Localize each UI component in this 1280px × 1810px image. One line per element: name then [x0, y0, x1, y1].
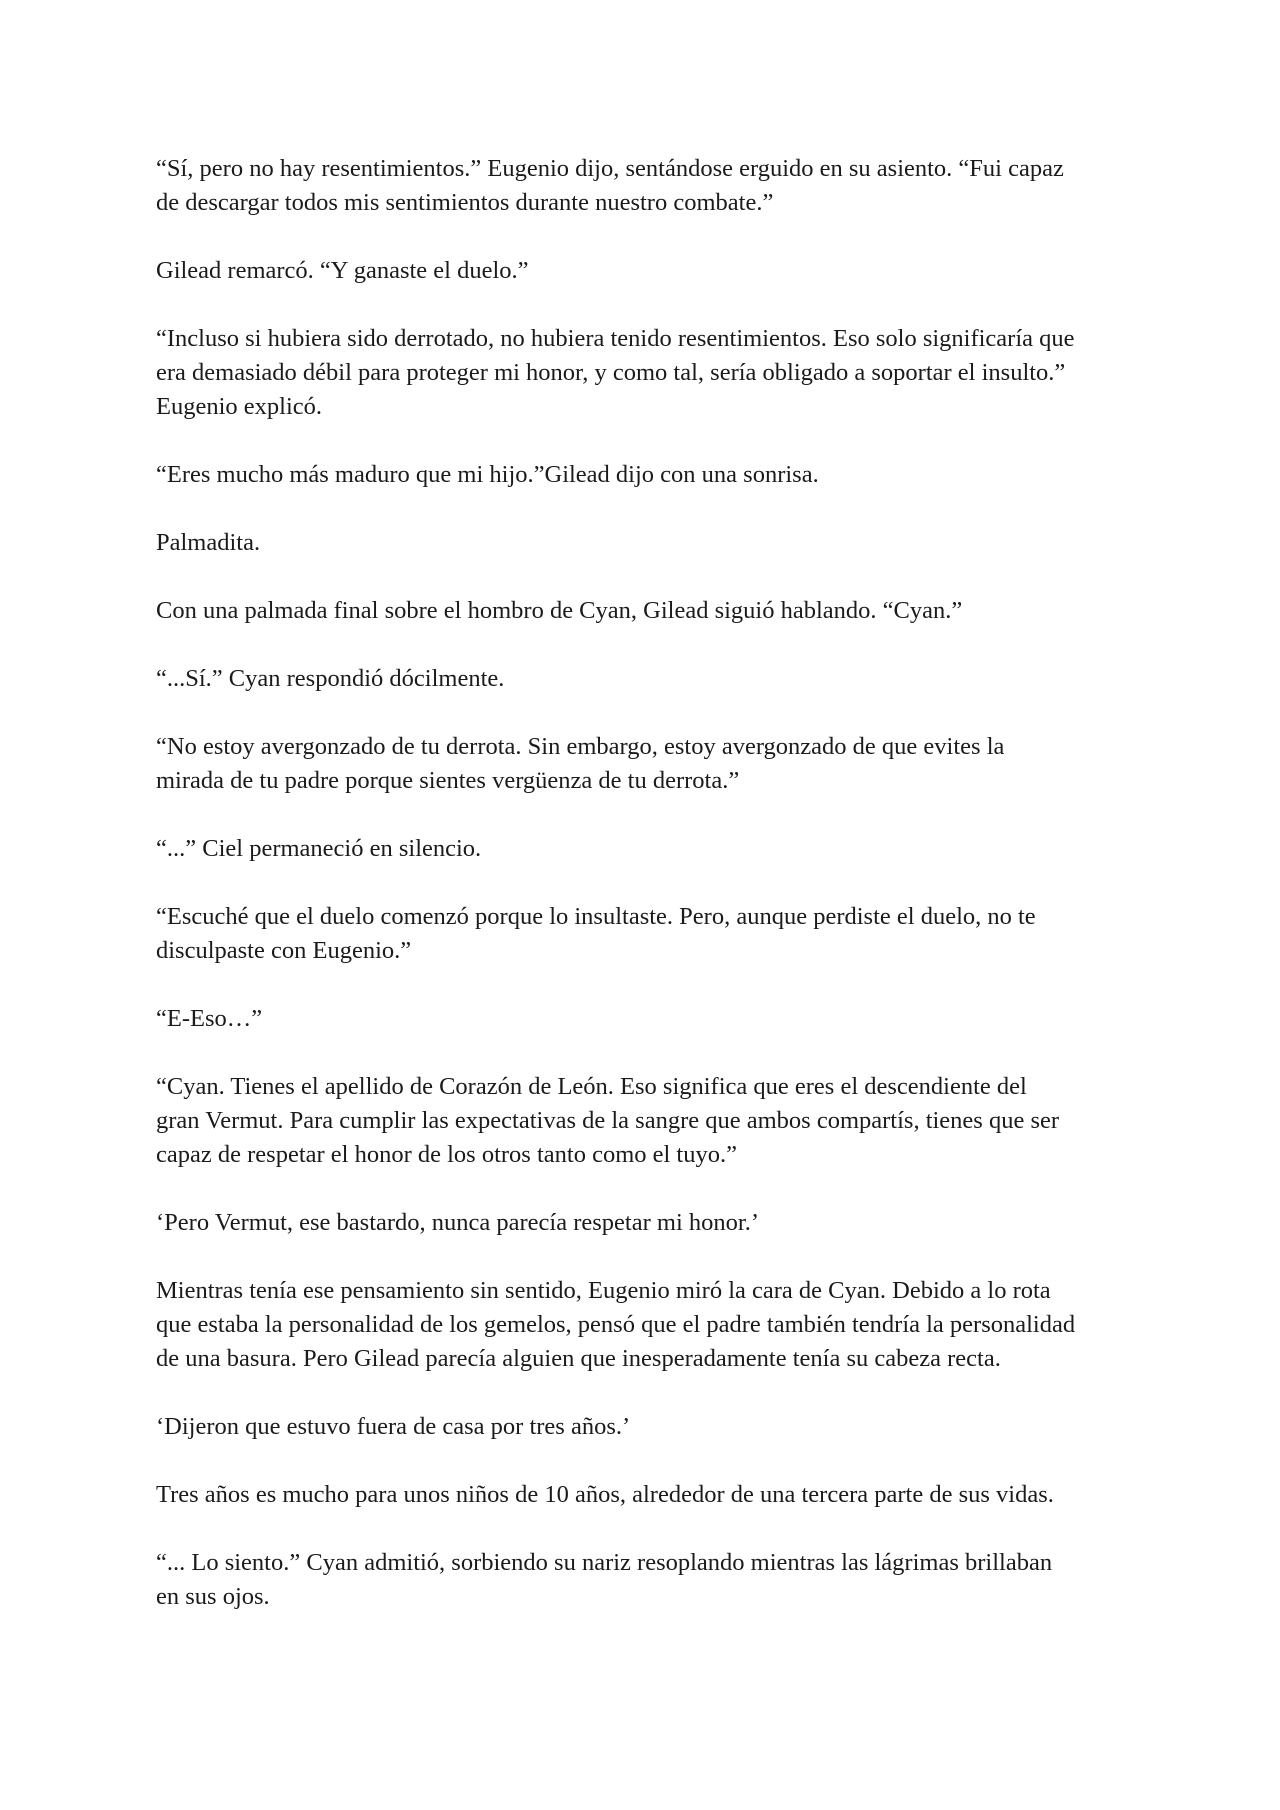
paragraph: “Eres mucho más maduro que mi hijo.”Gilead dijo con una sonrisa.	[156, 461, 819, 488]
paragraph: Tres años es mucho para unos niños de 10 años, alrededor de una tercera parte de sus vidas.	[156, 1481, 1054, 1508]
paragraph: Palmadita.	[156, 529, 261, 556]
paragraph: “... Lo siento.” Cyan admitió, sorbiendo su nariz resoplando mientras las lágrimas brillaban en sus ojos.	[156, 1549, 1053, 1610]
paragraph: Mientras tenía ese pensamiento sin sentido, Eugenio miró la cara de Cyan. Debido a lo rota que estaba la personalidad de los gemelos, pensó que el padre también tendría la personalidad de una basura. Pero Gilead parecía alguien que inesperadamente tenía su cabeza recta.	[156, 1277, 1076, 1372]
paragraph: Gilead remarcó. “Y ganaste el duelo.”	[156, 257, 529, 284]
paragraph: “Sí, pero no hay resentimientos.” Eugenio dijo, sentándose erguido en su asiento. “Fui capaz de descargar todos mis sentimientos durante nuestro combate.”	[156, 155, 1064, 216]
document-body	[156, 152, 1136, 1648]
paragraph: “No estoy avergonzado de tu derrota. Sin embargo, estoy avergonzado de que evites la mirada de tu padre porque sientes vergüenza de tu derrota.”	[156, 733, 1005, 794]
paragraph: Con una palmada final sobre el hombro de Cyan, Gilead siguió hablando. “Cyan.”	[156, 597, 963, 624]
paragraph: ‘Dijeron que estuvo fuera de casa por tres años.’	[156, 1413, 631, 1440]
paragraph: ‘Pero Vermut, ese bastardo, nunca parecía respetar mi honor.’	[156, 1209, 759, 1236]
paragraph: “Incluso si hubiera sido derrotado, no hubiera tenido resentimientos. Eso solo significaría que era demasiado débil para proteger mi honor, y como tal, sería obligado a soportar el insulto.” Eugenio explicó.	[156, 325, 1075, 420]
paragraph: “...” Ciel permaneció en silencio.	[156, 835, 482, 862]
paragraph: “Cyan. Tienes el apellido de Corazón de León. Eso significa que eres el descendiente del gran Vermut. Para cumplir las expectativas de la sangre que ambos compartís, tienes que ser capaz de respetar el honor de los otros tanto como el tuyo.”	[156, 1073, 1060, 1168]
paragraph: “...Sí.” Cyan respondió dócilmente.	[156, 665, 505, 692]
paragraph: “E-Eso…”	[156, 1005, 263, 1032]
paragraph: “Escuché que el duelo comenzó porque lo insultaste. Pero, aunque perdiste el duelo, no te disculpaste con Eugenio.”	[156, 903, 1036, 964]
